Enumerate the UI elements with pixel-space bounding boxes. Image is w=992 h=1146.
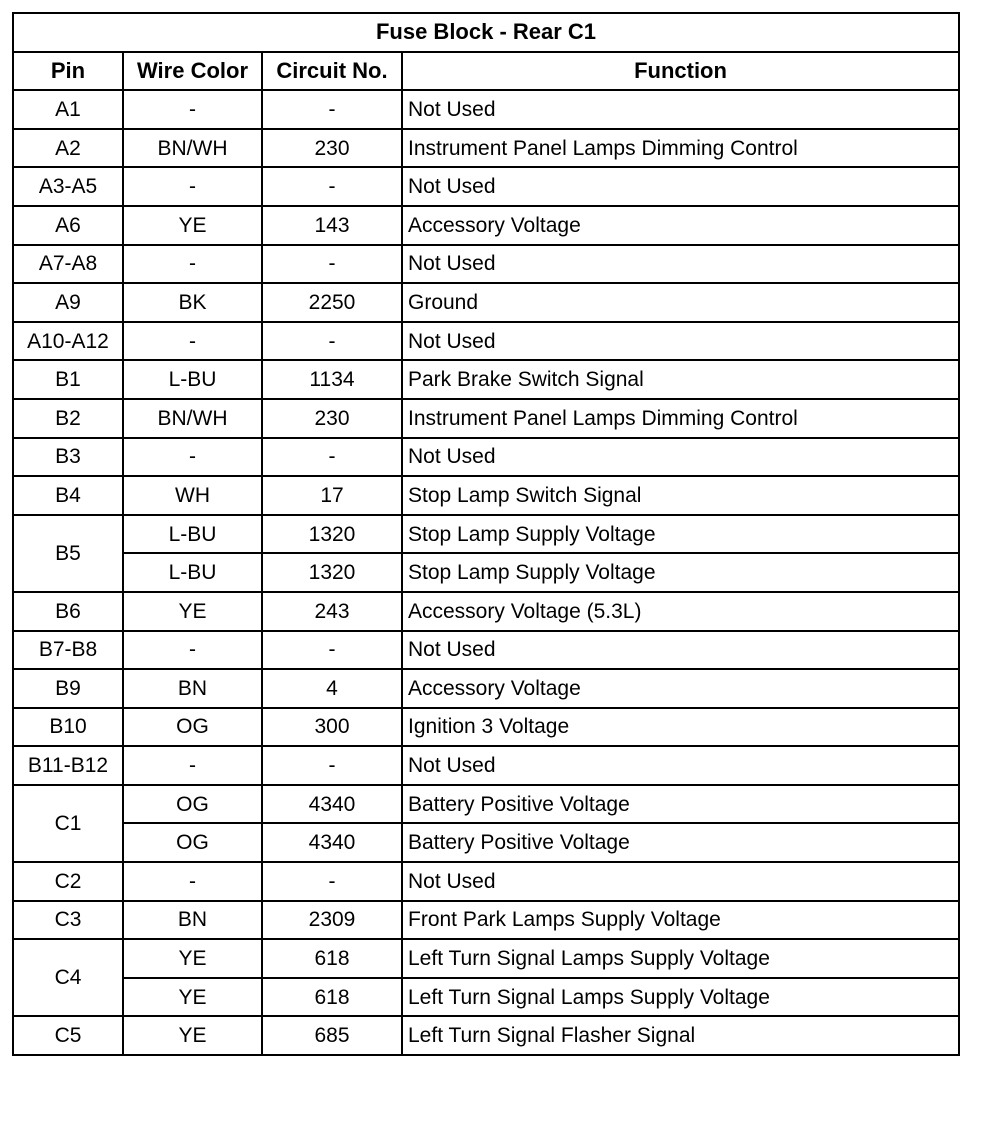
circuit-cell: 230 [262,129,402,168]
wire-color-cell: - [123,862,262,901]
title-row [13,13,959,52]
pin-cell: A2 [13,129,123,168]
pin-cell: B10 [13,708,123,747]
function-cell: Battery Positive Voltage [402,823,959,862]
pin-cell: C4 [13,939,123,1016]
pin-cell: A6 [13,206,123,245]
circuit-cell: 1134 [262,360,402,399]
circuit-cell: 685 [262,1016,402,1055]
function-cell: Ignition 3 Voltage [402,708,959,747]
wire-color-cell: L-BU [123,360,262,399]
pin-cell: B4 [13,476,123,515]
header-pin: Pin [13,52,123,91]
function-cell: Left Turn Signal Flasher Signal [402,1016,959,1055]
pin-cell: B7-B8 [13,631,123,670]
pin-cell: B1 [13,360,123,399]
circuit-cell: 1320 [262,553,402,592]
table-row [13,399,959,438]
wire-color-cell: - [123,631,262,670]
circuit-cell: - [262,746,402,785]
function-cell: Battery Positive Voltage [402,785,959,824]
function-cell: Instrument Panel Lamps Dimming Control [402,399,959,438]
circuit-cell: - [262,438,402,477]
function-cell: Not Used [402,90,959,129]
pin-cell: B11-B12 [13,746,123,785]
wire-color-cell: - [123,322,262,361]
wire-color-cell: YE [123,978,262,1017]
table-row [13,206,959,245]
circuit-cell: - [262,245,402,284]
function-cell: Not Used [402,167,959,206]
pin-cell: A10-A12 [13,322,123,361]
function-cell: Left Turn Signal Lamps Supply Voltage [402,978,959,1017]
circuit-cell: 618 [262,978,402,1017]
table-row [13,631,959,670]
table-title: Fuse Block - Rear C1 [13,13,959,52]
wire-color-cell: - [123,167,262,206]
pin-cell: B5 [13,515,123,592]
function-cell: Left Turn Signal Lamps Supply Voltage [402,939,959,978]
wire-color-cell: OG [123,785,262,824]
table-row [13,785,959,824]
circuit-cell: - [262,862,402,901]
pin-cell: A1 [13,90,123,129]
pin-cell: B3 [13,438,123,477]
circuit-cell: - [262,167,402,206]
circuit-cell: 4340 [262,785,402,824]
function-cell: Not Used [402,746,959,785]
table-row [13,901,959,940]
table-row [13,90,959,129]
circuit-cell: - [262,322,402,361]
wire-color-cell: YE [123,206,262,245]
table-row [13,746,959,785]
pin-cell: A3-A5 [13,167,123,206]
table-row [13,360,959,399]
function-cell: Front Park Lamps Supply Voltage [402,901,959,940]
function-cell: Not Used [402,631,959,670]
function-cell: Accessory Voltage [402,669,959,708]
circuit-cell: 143 [262,206,402,245]
wire-color-cell: OG [123,708,262,747]
circuit-cell: 2309 [262,901,402,940]
header-function: Function [402,52,959,91]
function-cell: Stop Lamp Switch Signal [402,476,959,515]
pin-cell: C1 [13,785,123,862]
function-cell: Not Used [402,322,959,361]
wire-color-cell: YE [123,592,262,631]
wire-color-cell: BK [123,283,262,322]
function-cell: Accessory Voltage [402,206,959,245]
wire-color-cell: L-BU [123,515,262,554]
table-row [13,862,959,901]
wire-color-cell: L-BU [123,553,262,592]
wire-color-cell: BN/WH [123,129,262,168]
pin-cell: B6 [13,592,123,631]
circuit-cell: 17 [262,476,402,515]
table-row [13,515,959,554]
function-cell: Accessory Voltage (5.3L) [402,592,959,631]
table-row [13,669,959,708]
header-wire-color: Wire Color [123,52,262,91]
circuit-cell: 4 [262,669,402,708]
pin-cell: A7-A8 [13,245,123,284]
table-row [13,553,959,592]
circuit-cell: 618 [262,939,402,978]
circuit-cell: - [262,631,402,670]
wire-color-cell: WH [123,476,262,515]
wire-color-cell: - [123,245,262,284]
wire-color-cell: BN [123,901,262,940]
table-row [13,129,959,168]
function-cell: Ground [402,283,959,322]
table-row [13,283,959,322]
wire-color-cell: - [123,90,262,129]
function-cell: Not Used [402,245,959,284]
function-cell: Instrument Panel Lamps Dimming Control [402,129,959,168]
wire-color-cell: OG [123,823,262,862]
table-row [13,1016,959,1055]
wire-color-cell: YE [123,1016,262,1055]
pin-cell: B9 [13,669,123,708]
pin-cell: A9 [13,283,123,322]
circuit-cell: - [262,90,402,129]
table-row [13,245,959,284]
circuit-cell: 243 [262,592,402,631]
function-cell: Stop Lamp Supply Voltage [402,553,959,592]
wire-color-cell: - [123,746,262,785]
circuit-cell: 300 [262,708,402,747]
circuit-cell: 2250 [262,283,402,322]
wire-color-cell: - [123,438,262,477]
connector-pinout-table [12,12,960,1056]
table-row [13,438,959,477]
pin-cell: C2 [13,862,123,901]
table-row [13,167,959,206]
function-cell: Park Brake Switch Signal [402,360,959,399]
pin-cell: B2 [13,399,123,438]
wire-color-cell: BN/WH [123,399,262,438]
table-row [13,322,959,361]
pin-cell: C5 [13,1016,123,1055]
table-row [13,939,959,978]
table-row [13,476,959,515]
function-cell: Stop Lamp Supply Voltage [402,515,959,554]
circuit-cell: 1320 [262,515,402,554]
header-circuit-no: Circuit No. [262,52,402,91]
pin-cell: C3 [13,901,123,940]
function-cell: Not Used [402,862,959,901]
table-row [13,592,959,631]
table-row [13,708,959,747]
function-cell: Not Used [402,438,959,477]
circuit-cell: 230 [262,399,402,438]
header-row [13,52,959,91]
wire-color-cell: YE [123,939,262,978]
table-row [13,978,959,1017]
wire-color-cell: BN [123,669,262,708]
table-row [13,823,959,862]
circuit-cell: 4340 [262,823,402,862]
